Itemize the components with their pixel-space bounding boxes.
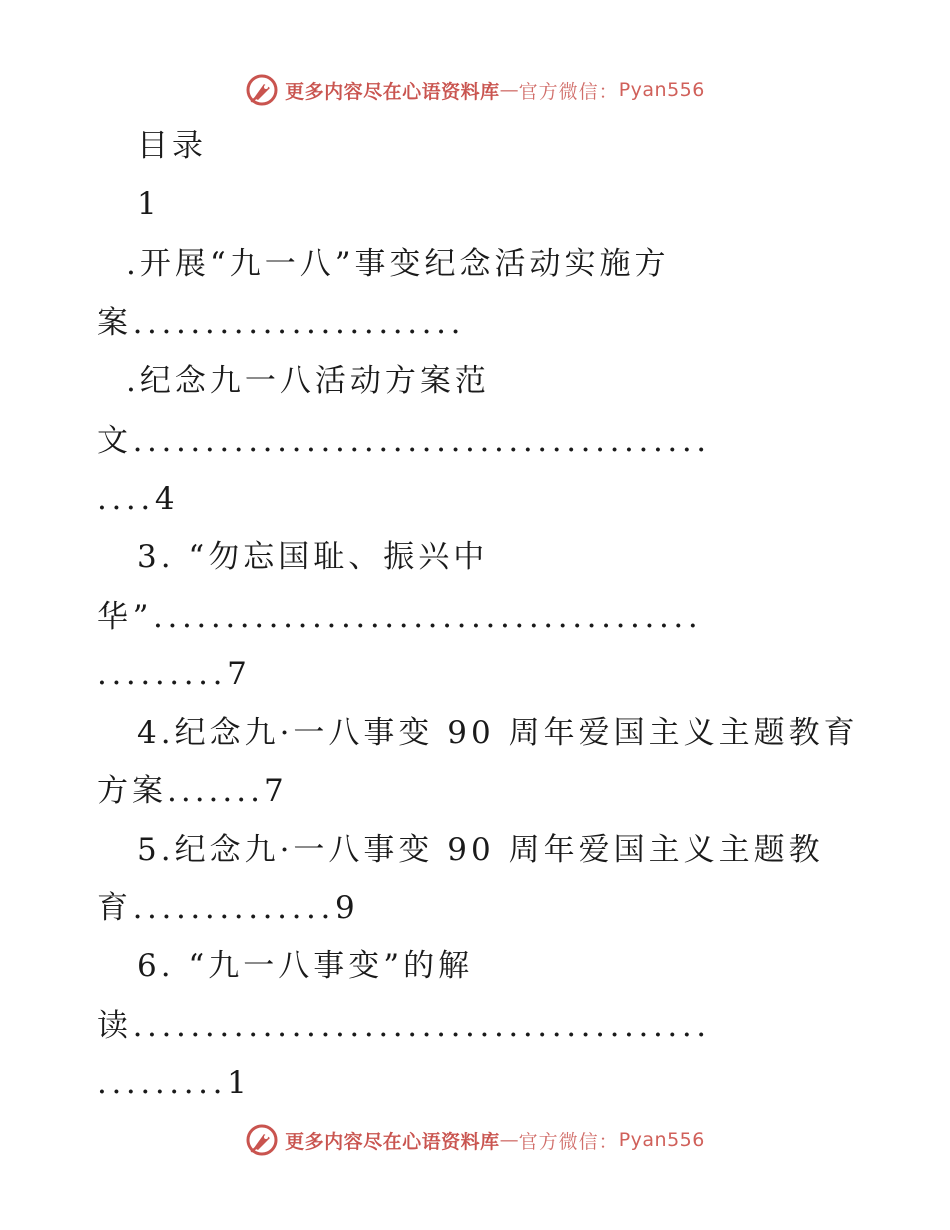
- toc-line: 5.纪念九·一八事变 90 周年爱国主义主题教: [137, 832, 824, 868]
- banner-separator: —: [499, 1129, 519, 1151]
- banner-wechat-label: 官方微信：: [518, 1130, 619, 1153]
- banner-wechat-label: 官方微信：: [518, 80, 619, 103]
- toc-line: 4.纪念九·一八事变 90 周年爱国主义主题教育: [137, 715, 859, 751]
- header-banner: [0, 70, 950, 110]
- toc-line: 1: [137, 186, 161, 222]
- banner-wechat-id: Pyan556: [618, 1129, 705, 1151]
- toc-line: ....4: [97, 481, 180, 517]
- pen-nib-logo-icon: [245, 73, 279, 107]
- toc-line: 育..............9: [97, 890, 360, 926]
- banner-main-text: 更多内容尽在心语资料库: [285, 1130, 500, 1153]
- toc-line: 华”......................................: [97, 599, 703, 635]
- toc-title: 目录: [137, 128, 207, 164]
- pen-nib-logo-icon: [245, 1123, 279, 1157]
- banner-wechat-id: Pyan556: [618, 79, 705, 101]
- toc-line: .纪念九一八活动方案范: [126, 363, 490, 399]
- toc-line: .........1: [97, 1065, 252, 1101]
- toc-line: 6. “九一八事变”的解: [137, 948, 474, 984]
- toc-line: 方案.......7: [97, 773, 288, 809]
- banner-separator: —: [499, 79, 519, 101]
- footer-banner: [0, 1120, 950, 1160]
- toc-line: 案.......................: [97, 305, 466, 341]
- toc-line: 读........................................: [97, 1008, 711, 1044]
- banner-main-text: 更多内容尽在心语资料库: [285, 80, 500, 103]
- toc-line: .开展“九一八”事变纪念活动实施方: [126, 246, 670, 282]
- toc-line: .........7: [97, 656, 252, 692]
- toc-line: 文........................................: [97, 423, 711, 459]
- toc-line: 3. “勿忘国耻、振兴中: [137, 539, 489, 575]
